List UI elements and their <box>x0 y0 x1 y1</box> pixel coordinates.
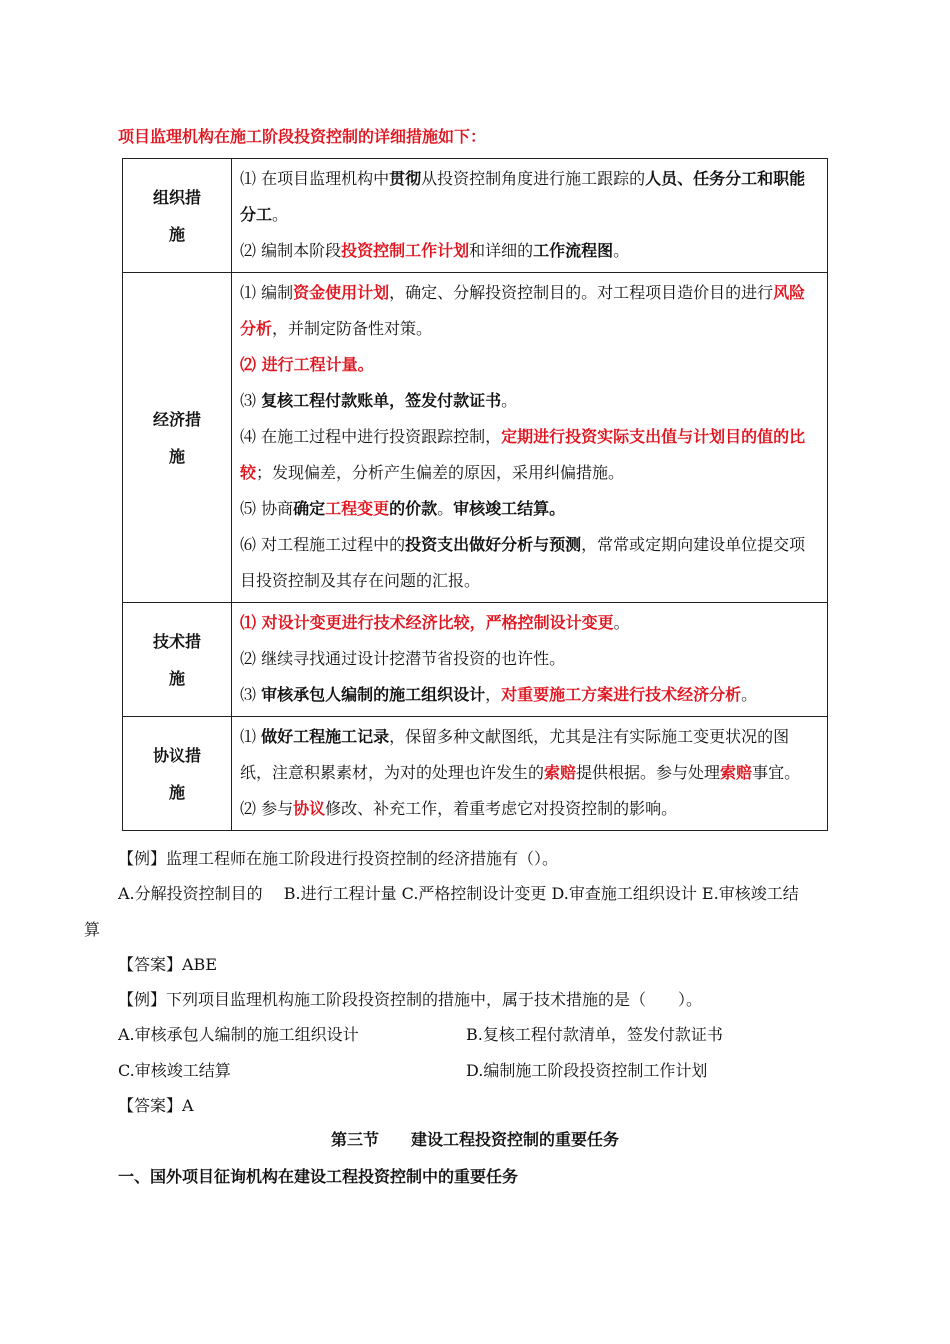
item-text: ， <box>485 685 502 704</box>
item-text: 修改、补充工作，着重考虑它对投资控制的影响。 <box>325 799 678 818</box>
item-text: 。 <box>613 613 630 632</box>
bold-text: 复核工程付款账单，签发付款证书 <box>261 391 502 410</box>
q2-option-b: B.复核工程付款清单，签发付款证书 <box>466 1025 723 1044</box>
q1-answer: 【答案】ABE <box>118 955 217 974</box>
item-text: 。 <box>272 205 289 224</box>
measure-item <box>240 677 819 713</box>
item-text: 事宜。 <box>752 763 801 782</box>
q2-stem: 【例】下列项目监理机构施工阶段投资控制的措施中，属于技术措施的是（ ）。 <box>118 990 703 1009</box>
bold-text: 人员、任务分工和职能分工 <box>240 169 806 224</box>
measure-item <box>240 605 819 641</box>
measure-items <box>232 273 828 603</box>
measure-category-label: 施 <box>168 782 185 802</box>
item-text: 和详细的 <box>469 241 534 260</box>
highlight-text: 协议 <box>293 799 326 818</box>
section-title: 第三节 建设工程投资控制的重要任务 <box>330 1130 619 1149</box>
measure-item <box>240 347 819 383</box>
measure-category-label: 施 <box>168 446 185 466</box>
q2-option-d: D.编制施工阶段投资控制工作计划 <box>466 1061 708 1080</box>
item-text: ，确定、分解投资控制目的。对工程项目造价目的进行 <box>389 283 774 302</box>
bold-text: 的价款 <box>389 499 438 518</box>
measure-item <box>240 233 819 269</box>
bold-text: 确定 <box>293 499 326 518</box>
measure-category <box>123 159 232 273</box>
highlight-text: 风险分析 <box>240 283 806 338</box>
highlight-text: 对重要施工方案进行技术经济分析 <box>501 685 742 704</box>
highlight-text: 定期进行投资实际支出值与计划目的值的比较 <box>240 427 806 482</box>
item-text: ，常常或定期向建设单位提交项目投资控制及其存在问题的汇报。 <box>240 535 806 590</box>
measure-item <box>240 491 819 527</box>
item-text: ⑶ <box>240 391 262 410</box>
item-text: ，保留多种文献图纸，尤其是注有实际施工变更状况的图纸，注意积累素材，为对的处理也许发生的 <box>240 727 790 782</box>
bold-text: 做好工程施工记录 <box>261 727 390 746</box>
item-text: ⑷ 在施工过程中进行投资跟踪控制， <box>240 427 502 446</box>
q2-answer: 【答案】A <box>118 1096 194 1115</box>
q2-option-c: C.审核竣工结算 <box>118 1061 231 1080</box>
q1-stem: 【例】监理工程师在施工阶段进行投资控制的经济措施有（）。 <box>118 849 559 868</box>
bold-text: 投资支出做好分析与预测 <box>405 535 582 554</box>
item-text: ⑶ <box>240 685 262 704</box>
measure-item <box>240 719 819 791</box>
measure-items <box>232 603 828 717</box>
measure-item <box>240 383 819 419</box>
bold-text: 审核竣工结算。 <box>453 499 566 518</box>
measure-category <box>123 603 232 717</box>
measure-category-label: 组织措 <box>152 187 201 207</box>
item-text: ⑴ <box>240 727 262 746</box>
table-row <box>123 273 828 603</box>
measure-item <box>240 641 819 677</box>
item-text: 。 <box>613 241 630 260</box>
section-subtitle: 一、国外项目征询机构在建设工程投资控制中的重要任务 <box>118 1167 519 1186</box>
table-row <box>123 603 828 717</box>
measure-item <box>240 791 819 827</box>
measure-category-label: 施 <box>168 224 185 244</box>
bold-text: 审核承包人编制的施工组织设计 <box>261 685 486 704</box>
item-text: ；发现偏差，分析产生偏差的原因，采用纠偏措施。 <box>256 463 625 482</box>
item-text: 。 <box>741 685 758 704</box>
item-text: ⑵ 编制本阶段 <box>240 241 342 260</box>
highlight-text: ⑴ 对设计变更进行技术经济比较，严格控制设计变更 <box>240 613 614 632</box>
table-heading: 项目监理机构在施工阶段投资控制的详细措施如下： <box>118 127 487 146</box>
highlight-text: 索赔 <box>720 763 753 782</box>
measure-category <box>123 717 232 831</box>
bold-text: 工作流程图 <box>533 241 614 260</box>
item-text: ，并制定防备性对策。 <box>272 319 433 338</box>
highlight-text: 工程变更 <box>325 499 390 518</box>
measure-items <box>232 159 828 273</box>
bold-text: 贯彻 <box>389 169 422 188</box>
measure-category-label: 技术措 <box>152 631 201 651</box>
item-text: ⑵ 参与 <box>240 799 294 818</box>
measure-item <box>240 527 819 599</box>
measure-item <box>240 275 819 347</box>
table-row <box>123 159 828 273</box>
item-text: 。 <box>437 499 454 518</box>
item-text: ⑵ 继续寻找通过设计挖潜节省投资的也许性。 <box>240 649 566 668</box>
item-text: ⑴ 编制 <box>240 283 294 302</box>
q2-option-a: A.审核承包人编制的施工组织设计 <box>118 1025 359 1044</box>
item-text: 从投资控制角度进行施工跟踪的 <box>421 169 646 188</box>
item-text: ⑸ 协商 <box>240 499 294 518</box>
highlight-text: ⑵ 进行工程计量。 <box>240 355 374 374</box>
item-text: 。 <box>501 391 518 410</box>
measure-category-label: 经济措 <box>152 409 201 429</box>
measure-category-label: 施 <box>168 668 185 688</box>
q1-options-wrap: 算 <box>84 920 101 939</box>
q1-options: A.分解投资控制目的 B.进行工程计量 C.严格控制设计变更 D.审查施工组织设计 E.审核竣工结 <box>118 884 799 903</box>
highlight-text: 资金使用计划 <box>293 283 390 302</box>
measure-item <box>240 419 819 491</box>
measures-table <box>122 158 828 831</box>
highlight-text: 投资控制工作计划 <box>341 241 470 260</box>
item-text: ⑹ 对工程施工过程中的 <box>240 535 406 554</box>
measure-item <box>240 161 819 233</box>
measure-category-label: 协议措 <box>152 745 201 765</box>
measure-category <box>123 273 232 603</box>
item-text: 提供根据。参与处理 <box>576 763 721 782</box>
item-text: ⑴ 在项目监理机构中 <box>240 169 390 188</box>
measure-items <box>232 717 828 831</box>
highlight-text: 索赔 <box>544 763 577 782</box>
table-row <box>123 717 828 831</box>
